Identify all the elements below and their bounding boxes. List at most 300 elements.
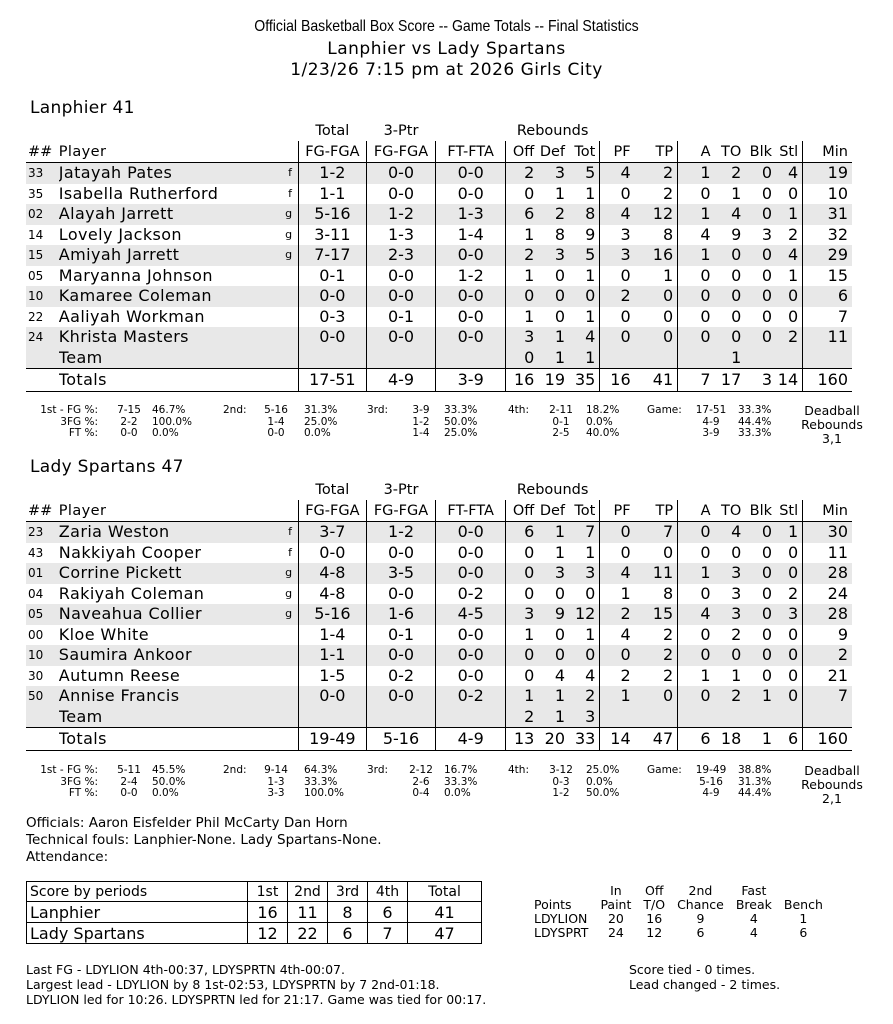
player-ft: 1-4 xyxy=(436,225,506,246)
points-team: LDYLION xyxy=(534,911,588,926)
player-tp: 0-0 xyxy=(366,543,436,564)
player-fg: 1-5 xyxy=(299,666,367,687)
pct-made-attempted: 2-11 0-1 2-5 xyxy=(549,404,573,439)
player-off: 3 xyxy=(506,604,539,625)
player-min: 7 xyxy=(803,686,852,707)
player-blk: 0 xyxy=(761,542,772,562)
points-value: 4 xyxy=(749,911,758,926)
points-value: 12 xyxy=(646,925,663,940)
deadball-rebounds: Deadball Rebounds 3,1 xyxy=(801,403,863,446)
player-pf: 1 xyxy=(620,583,631,603)
player-stl: 0 xyxy=(776,563,803,584)
player-blk: 0 xyxy=(761,583,772,603)
totals-name: Totals xyxy=(59,369,264,392)
player-stl: 0 xyxy=(776,184,803,205)
player-tp: 1-6 xyxy=(366,604,436,625)
periods-score: 12 xyxy=(248,923,288,944)
player-num: 50 xyxy=(26,686,59,707)
team-pts xyxy=(635,707,678,728)
totals-off: 13 xyxy=(506,728,539,751)
player-def: 1 xyxy=(554,183,566,203)
player-row xyxy=(26,686,852,707)
player-tot: 1 xyxy=(569,307,600,328)
player-fg: 5-16 xyxy=(299,604,367,625)
column-header-pts: TP xyxy=(635,141,678,163)
totals-def: 19 xyxy=(538,369,569,392)
player-row xyxy=(26,327,852,348)
player-pts: 12 xyxy=(635,204,678,225)
player-num: 30 xyxy=(28,668,44,683)
totals-row xyxy=(26,728,852,751)
player-off: 0 xyxy=(506,645,539,666)
player-def: 2 xyxy=(538,204,569,225)
player-stl: 3 xyxy=(776,604,803,625)
player-tp: 0-0 xyxy=(366,266,436,287)
player-off: 0 xyxy=(524,583,535,603)
player-a: 1 xyxy=(678,563,715,584)
player-pts: 7 xyxy=(635,522,678,543)
player-to: 0 xyxy=(731,265,742,285)
player-tot: 5 xyxy=(569,245,600,266)
player-stl: 2 xyxy=(776,225,803,246)
column-header-pos xyxy=(264,141,299,163)
pct-percentage: 31.3% 25.0% 0.0% xyxy=(304,404,338,439)
player-tot: 9 xyxy=(569,225,600,246)
header-rebounds: Rebounds xyxy=(516,123,589,139)
player-row xyxy=(26,163,852,184)
player-ft: 0-0 xyxy=(436,245,506,266)
player-blk: 0 xyxy=(745,522,776,543)
player-pts: 0 xyxy=(635,327,678,348)
player-to: 4 xyxy=(715,204,746,225)
player-to: 0 xyxy=(731,542,742,562)
column-header-ft: FT-FTA xyxy=(436,141,506,163)
totals-pf: 16 xyxy=(600,369,635,392)
player-min: 7 xyxy=(837,306,848,326)
column-header-a: A xyxy=(678,141,715,163)
header-total: Total xyxy=(315,123,350,139)
player-num: 10 xyxy=(26,645,59,666)
points-value: 20 xyxy=(607,911,624,926)
player-tp: 0-1 xyxy=(366,625,436,646)
player-def: 0 xyxy=(554,583,566,603)
pct-percentage: 16.7% 33.3% 0.0% xyxy=(444,764,478,799)
game-notes-right xyxy=(629,962,780,992)
player-ft: 0-0 xyxy=(436,666,506,687)
totals-min: 160 xyxy=(803,728,852,751)
player-pos: g xyxy=(264,245,299,266)
player-tot: 2 xyxy=(569,686,600,707)
player-blk: 0 xyxy=(745,286,776,307)
player-tp: 1-2 xyxy=(366,204,436,225)
player-a: 0 xyxy=(678,522,715,543)
pct-period-label: 4th: xyxy=(508,404,529,416)
periods-score: 22 xyxy=(288,923,328,944)
player-fg: 1-1 xyxy=(299,184,367,205)
player-num: 05 xyxy=(28,268,44,283)
player-a: 0 xyxy=(700,583,711,603)
player-pts: 1 xyxy=(635,266,678,287)
points-header: In Paint xyxy=(600,883,632,912)
player-to: 0 xyxy=(715,245,746,266)
pct-period-label: Game: xyxy=(647,404,682,416)
periods-score: 11 xyxy=(288,902,328,923)
totals-pos xyxy=(264,728,299,751)
player-ft: 0-0 xyxy=(436,563,506,584)
player-def: 1 xyxy=(554,542,566,562)
player-pts: 0 xyxy=(635,543,678,564)
totals-name: Totals xyxy=(59,728,264,751)
team-pf xyxy=(600,707,635,728)
game-note-line: Last FG - LDYLION 4th-00:37, LDYSPRTN 4th-00:07. xyxy=(26,962,345,977)
player-to: 1 xyxy=(731,183,742,203)
player-row xyxy=(26,522,852,543)
team-name: Team xyxy=(59,348,264,369)
player-fg: 0-0 xyxy=(299,286,367,307)
totals-fg: 19-49 xyxy=(299,728,367,751)
player-name: Nakkiyah Cooper xyxy=(58,542,202,562)
team-title: Lanphier 41 xyxy=(30,98,135,118)
totals-stl: 14 xyxy=(776,369,803,392)
periods-header-4th: 4th xyxy=(368,882,408,902)
column-header-to: TO xyxy=(715,141,746,163)
player-pts: 2 xyxy=(635,625,678,646)
player-fg: 0-0 xyxy=(299,543,367,564)
attendance: Attendance: xyxy=(26,849,109,865)
player-off: 6 xyxy=(506,522,539,543)
player-tot: 7 xyxy=(569,522,600,543)
team-tot: 3 xyxy=(569,707,600,728)
player-min: 6 xyxy=(803,286,852,307)
totals-min: 160 xyxy=(803,369,852,392)
pct-period-label: 3rd: xyxy=(367,764,389,776)
totals-def: 20 xyxy=(538,728,569,751)
player-tp: 0-0 xyxy=(366,686,436,707)
player-min: 19 xyxy=(803,163,852,184)
player-pf: 4 xyxy=(620,624,631,644)
report-title: Official Basketball Box Score -- Game Totals -- Final Statistics xyxy=(254,18,639,35)
player-num: 05 xyxy=(26,604,59,625)
player-num: 14 xyxy=(28,227,44,242)
pct-made-attempted: 9-14 1-3 3-3 xyxy=(264,764,288,799)
player-tot: 1 xyxy=(569,543,600,564)
player-pos: g xyxy=(264,563,299,584)
points-value: 4 xyxy=(749,925,758,940)
team-pts xyxy=(635,348,678,369)
totals-row xyxy=(26,369,852,392)
player-pos xyxy=(264,327,299,348)
player-a: 0 xyxy=(700,306,711,326)
player-def: 4 xyxy=(554,665,566,685)
player-name: Lovely Jackson xyxy=(58,224,182,244)
team-blk xyxy=(745,348,776,369)
player-name: Kamaree Coleman xyxy=(59,286,264,307)
score-by-periods-table xyxy=(26,881,482,944)
player-pts: 15 xyxy=(635,604,678,625)
player-to: 3 xyxy=(715,563,746,584)
player-ft: 0-0 xyxy=(436,522,506,543)
team-a xyxy=(678,707,715,728)
team-name: Team xyxy=(59,707,264,728)
player-fg: 1-2 xyxy=(299,163,367,184)
player-tp: 0-0 xyxy=(366,327,436,348)
player-tp: 0-0 xyxy=(366,286,436,307)
team-tot: 1 xyxy=(569,348,600,369)
header-spacer xyxy=(600,480,852,500)
player-off: 1 xyxy=(524,624,535,644)
player-min: 28 xyxy=(803,563,852,584)
column-header-pos xyxy=(264,500,299,522)
team-num xyxy=(26,707,59,728)
periods-header-row xyxy=(27,882,482,902)
player-min: 11 xyxy=(803,327,852,348)
pct-percentage: 33.3% 44.4% 33.3% xyxy=(738,404,772,439)
player-stl: 0 xyxy=(776,625,803,646)
player-min: 29 xyxy=(803,245,852,266)
player-ft: 0-0 xyxy=(436,625,506,646)
player-tp: 0-0 xyxy=(366,584,436,605)
pct-percentage: 38.8% 31.3% 44.4% xyxy=(738,764,772,799)
team-ft xyxy=(436,348,506,369)
player-pos xyxy=(264,266,299,287)
header-spacer xyxy=(436,480,506,500)
player-ft: 0-0 xyxy=(436,307,506,328)
player-blk: 0 xyxy=(745,204,776,225)
totals-fg: 17-51 xyxy=(299,369,367,392)
player-pos: g xyxy=(264,604,299,625)
player-name: Maryanna Johnson xyxy=(58,265,213,285)
player-num: 02 xyxy=(26,204,59,225)
pct-period-label: Game: xyxy=(647,764,682,776)
player-tot: 0 xyxy=(569,645,600,666)
player-blk: 0 xyxy=(745,327,776,348)
game-note-line: Score tied - 0 times. xyxy=(629,962,756,977)
player-off: 0 xyxy=(524,183,535,203)
player-name: Corrine Pickett xyxy=(59,563,264,584)
player-pts: 16 xyxy=(635,245,678,266)
player-pos: f xyxy=(288,186,293,200)
player-fg: 7-17 xyxy=(299,245,367,266)
player-ft: 0-0 xyxy=(436,286,506,307)
column-header-num: ## xyxy=(26,141,59,163)
player-pos xyxy=(264,286,299,307)
header-spacer xyxy=(600,121,852,141)
player-fg: 3-7 xyxy=(299,522,367,543)
player-name: Rakiyah Coleman xyxy=(58,583,205,603)
totals-pts: 41 xyxy=(635,369,678,392)
player-off: 0 xyxy=(506,563,539,584)
points-value: 6 xyxy=(696,925,705,940)
pct-period-label: 2nd: xyxy=(223,404,247,416)
player-blk: 0 xyxy=(745,163,776,184)
pct-labels: 1st - FG %: 3FG %: FT %: xyxy=(40,404,98,439)
player-num: 43 xyxy=(28,545,44,560)
pct-percentage: 25.0% 0.0% 50.0% xyxy=(586,764,620,799)
game-notes-left xyxy=(26,962,486,1007)
player-name: Zaria Weston xyxy=(59,522,264,543)
player-fg: 1-4 xyxy=(299,625,367,646)
player-ft: 0-0 xyxy=(436,184,506,205)
column-header-tot: Tot xyxy=(569,141,600,163)
player-pf: 3 xyxy=(620,224,631,244)
column-header-to: TO xyxy=(715,500,746,522)
player-def: 0 xyxy=(538,286,569,307)
player-num: 01 xyxy=(26,563,59,584)
column-header-tp: FG-FGA xyxy=(366,500,436,522)
player-off: 6 xyxy=(506,204,539,225)
team-stl xyxy=(776,707,803,728)
points-row xyxy=(530,912,829,926)
player-fg: 1-1 xyxy=(299,645,367,666)
player-stl: 0 xyxy=(776,645,803,666)
player-name: Saumira Ankoor xyxy=(59,645,264,666)
player-def: 3 xyxy=(538,563,569,584)
player-fg: 0-0 xyxy=(299,686,367,707)
player-ft: 0-2 xyxy=(436,584,506,605)
player-def: 9 xyxy=(538,604,569,625)
header-spacer xyxy=(26,121,299,141)
column-header-stl: Stl xyxy=(776,500,803,522)
pct-made-attempted: 17-51 4-9 3-9 xyxy=(695,404,727,439)
points-header: Points xyxy=(534,897,572,912)
periods-row-lanphier xyxy=(27,902,482,923)
column-header-ft: FT-FTA xyxy=(436,500,506,522)
player-pf: 1 xyxy=(600,686,635,707)
team-fg xyxy=(299,707,367,728)
player-row xyxy=(26,266,852,287)
player-name: Naveahua Collier xyxy=(59,604,264,625)
player-pf: 0 xyxy=(620,306,631,326)
player-off: 3 xyxy=(506,327,539,348)
player-a: 1 xyxy=(700,665,711,685)
player-name: Alayah Jarrett xyxy=(59,204,264,225)
player-pf: 3 xyxy=(600,245,635,266)
periods-header-3rd: 3rd xyxy=(328,882,368,902)
player-num: 00 xyxy=(28,627,44,642)
player-ft: 1-3 xyxy=(436,204,506,225)
player-fg: 0-1 xyxy=(299,266,367,287)
points-row xyxy=(530,926,829,940)
player-def: 1 xyxy=(538,686,569,707)
player-off: 1 xyxy=(506,686,539,707)
totals-a: 6 xyxy=(678,728,715,751)
player-ft: 0-0 xyxy=(436,163,506,184)
totals-tot: 33 xyxy=(569,728,600,751)
player-def: 0 xyxy=(554,265,566,285)
game-date-location: 1/23/26 7:15 pm at 2026 Girls City xyxy=(290,60,603,80)
periods-header-total: Total xyxy=(408,882,482,902)
pct-made-attempted: 2-12 2-6 0-4 xyxy=(409,764,433,799)
player-off: 1 xyxy=(524,224,535,244)
totals-to: 18 xyxy=(715,728,746,751)
column-header-tp: FG-FGA xyxy=(366,141,436,163)
periods-score: 16 xyxy=(248,902,288,923)
player-off: 2 xyxy=(506,245,539,266)
player-pos: f xyxy=(288,545,293,559)
player-def: 0 xyxy=(554,624,566,644)
player-tot: 5 xyxy=(569,163,600,184)
player-blk: 0 xyxy=(761,183,772,203)
points-header: Off T/O xyxy=(643,883,666,912)
header-three-ptr: 3-Ptr xyxy=(383,482,419,498)
pct-made-attempted: 5-16 1-4 0-0 xyxy=(264,404,288,439)
player-num: 22 xyxy=(28,309,44,324)
player-stl: 0 xyxy=(776,686,803,707)
player-num: 35 xyxy=(28,186,44,201)
column-header-pf: PF xyxy=(600,141,635,163)
player-off: 0 xyxy=(524,542,535,562)
player-tot: 3 xyxy=(569,563,600,584)
player-to: 1 xyxy=(731,665,742,685)
player-pos: g xyxy=(285,586,293,600)
player-off: 0 xyxy=(506,286,539,307)
team-def: 1 xyxy=(538,348,569,369)
player-a: 4 xyxy=(678,604,715,625)
team-pos xyxy=(264,348,299,369)
team-blk xyxy=(745,707,776,728)
column-header-player: Player xyxy=(59,141,264,163)
team-ft xyxy=(436,707,506,728)
column-header-num: ## xyxy=(26,500,59,522)
totals-stl: 6 xyxy=(776,728,803,751)
player-num: 24 xyxy=(26,327,59,348)
player-pos: g xyxy=(285,227,293,241)
player-pos: g xyxy=(264,204,299,225)
player-ft: 0-2 xyxy=(436,686,506,707)
player-def: 3 xyxy=(538,245,569,266)
player-a: 1 xyxy=(678,245,715,266)
player-blk: 0 xyxy=(761,306,772,326)
team-a xyxy=(678,348,715,369)
player-row xyxy=(26,543,852,564)
player-def: 0 xyxy=(554,306,566,326)
column-header-blk: Blk xyxy=(745,141,776,163)
periods-team-name: Lady Spartans xyxy=(27,923,248,944)
totals-pos xyxy=(264,369,299,392)
player-name: Jatayah Pates xyxy=(59,163,264,184)
column-header-row xyxy=(26,141,852,163)
player-to: 9 xyxy=(731,224,742,244)
player-row xyxy=(26,286,852,307)
player-a: 0 xyxy=(700,624,711,644)
player-min: 21 xyxy=(827,665,848,685)
player-pos xyxy=(264,625,299,646)
player-a: 0 xyxy=(700,542,711,562)
player-def: 1 xyxy=(538,522,569,543)
player-off: 0 xyxy=(524,665,535,685)
player-tot: 4 xyxy=(569,666,600,687)
team-def: 1 xyxy=(538,707,569,728)
player-tot: 12 xyxy=(569,604,600,625)
column-header-stl: Stl xyxy=(776,141,803,163)
pct-percentage: 64.3% 33.3% 100.0% xyxy=(304,764,345,799)
player-name: Isabella Rutherford xyxy=(58,183,219,203)
player-min: 2 xyxy=(803,645,852,666)
column-header-min: Min xyxy=(803,141,852,163)
player-tot: 0 xyxy=(569,584,600,605)
player-pos: f xyxy=(264,522,299,543)
game-note-line: Lead changed - 2 times. xyxy=(629,977,781,992)
periods-team-name: Lanphier xyxy=(27,902,248,923)
player-min: 9 xyxy=(837,624,848,644)
column-header-pts: TP xyxy=(635,500,678,522)
points-header-row xyxy=(530,884,829,912)
player-to: 3 xyxy=(731,583,742,603)
column-header-off: Off xyxy=(506,500,539,522)
player-tot: 1 xyxy=(569,184,600,205)
player-pts: 11 xyxy=(635,563,678,584)
pct-percentage: 45.5% 50.0% 0.0% xyxy=(152,764,186,799)
